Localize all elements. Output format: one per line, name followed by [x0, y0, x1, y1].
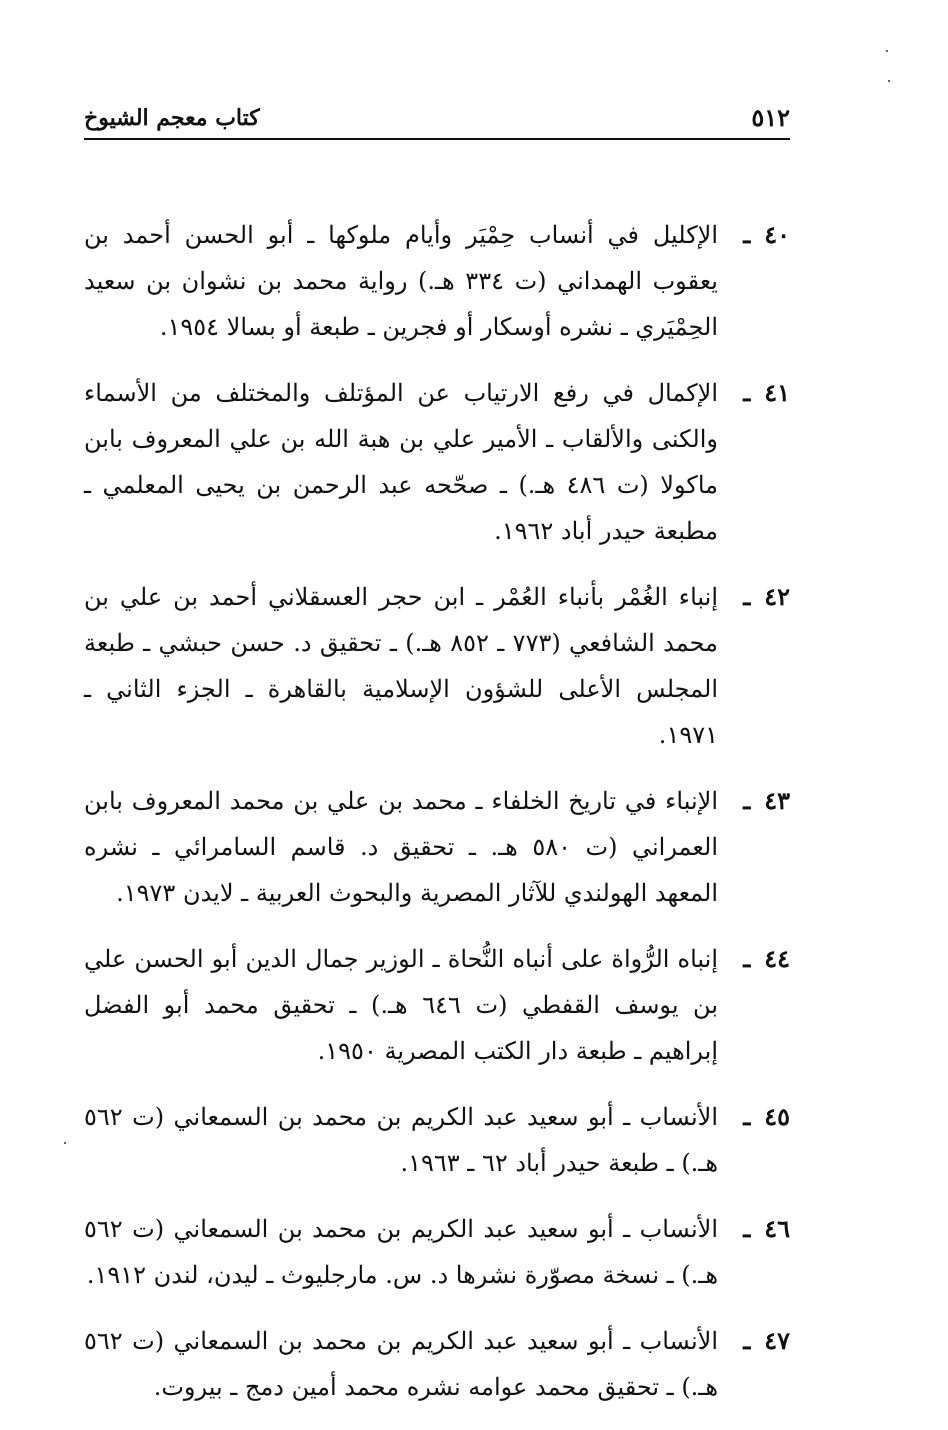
- bibliography-entry-45: [84, 1094, 790, 1186]
- bibliography-entry-42: [84, 574, 790, 758]
- entry-number: ٤٢ـ: [743, 582, 790, 611]
- entry-text: الأنساب ـ أبو سعيد عبد الكريم بن محمد بن السمعاني (ت ٥٦٢ هـ.) ـ طبعة حيدر أباد ٦٢ ـ ١٩٦٣.: [84, 1103, 718, 1177]
- entry-text: إنباه الرُّواة على أنباه النُّحاة ـ الوزير جمال الدين أبو الحسن علي بن يوسف القفطي (ت ٦٤٦ هـ.) ـ تحقيق محمد أبو الفضل إبراهيم ـ طبعة دار الكتب المصرية ١٩٥٠.: [84, 945, 719, 1065]
- entry-text: الأنساب ـ أبو سعيد عبد الكريم بن محمد بن السمعاني (ت ٥٦٢ هـ.) ـ تحقيق محمد عوامه نشره محمد أمين دمج ـ بيروت.: [84, 1327, 718, 1401]
- bibliography-entry-41: [84, 370, 790, 554]
- scan-speck: [886, 50, 888, 52]
- scan-speck: [888, 80, 890, 82]
- bibliography-entry-46: [84, 1206, 790, 1298]
- entry-number: ٤٣ـ: [743, 786, 790, 815]
- bibliography-entry-47: [84, 1318, 790, 1410]
- bibliography-entry-44: [84, 936, 790, 1074]
- entry-number: ٤١ـ: [743, 378, 790, 407]
- entry-text: الإكمال في رفع الارتياب عن المؤتلف والمختلف من الأسماء والكنى والألقاب ـ الأمير علي بن هبة الله بن علي المعروف بابن ماكولا (ت ٤٨٦ هـ.) ـ صحّحه عبد الرحمن بن يحيى المعلمي ـ مطبعة حيدر أباد ١٩٦٢.: [84, 379, 718, 545]
- entry-text: الإنباء في تاريخ الخلفاء ـ محمد بن علي بن محمد المعروف بابن العمراني (ت ٥٨٠ هـ. ـ تحقيق د. قاسم السامرائي ـ نشره المعهد الهولندي للآثار المصرية والبحوث العربية ـ لايدن ١٩٧٣.: [84, 787, 718, 907]
- entry-text: إنباء الغُمْر بأنباء العُمْر ـ ابن حجر العسقلاني أحمد بن علي بن محمد الشافعي (٧٧٣ ـ ٨٥٢ هـ.) ـ تحقيق د. حسن حبشي ـ طبعة المجلس الأعلى للشؤون الإسلامية بالقاهرة ـ الجزء الثاني ـ ١٩٧١.: [84, 583, 718, 749]
- entry-number: ٤٠ـ: [743, 220, 790, 249]
- entry-number: ٤٥ـ: [743, 1102, 790, 1131]
- bibliography-entry-40: [84, 212, 790, 350]
- page-number: ٥١٢: [751, 103, 790, 132]
- entry-number: ٤٧ـ: [743, 1326, 790, 1355]
- page-header: [84, 98, 790, 140]
- entry-number: ٤٤ـ: [743, 944, 790, 973]
- running-title: كتاب معجم الشيوخ: [84, 105, 260, 131]
- bibliography-list: [84, 212, 790, 1430]
- bibliography-entry-43: [84, 778, 790, 916]
- scan-speck: [64, 1142, 66, 1144]
- entry-number: ٤٦ـ: [743, 1214, 790, 1243]
- entry-text: الإكليل في أنساب حِمْيَر وأيام ملوكها ـ أبو الحسن أحمد بن يعقوب الهمداني (ت ٣٣٤ هـ.) رواية محمد بن نشوان بن سعيد الحِمْيَري ـ نشره أوسكار أو فجرين ـ طبعة أو بسالا ١٩٥٤.: [84, 221, 718, 341]
- entry-text: الأنساب ـ أبو سعيد عبد الكريم بن محمد بن السمعاني (ت ٥٦٢ هـ.) ـ نسخة مصوّرة نشرها د. س. مارجليوث ـ ليدن، لندن ١٩١٢.: [84, 1215, 718, 1289]
